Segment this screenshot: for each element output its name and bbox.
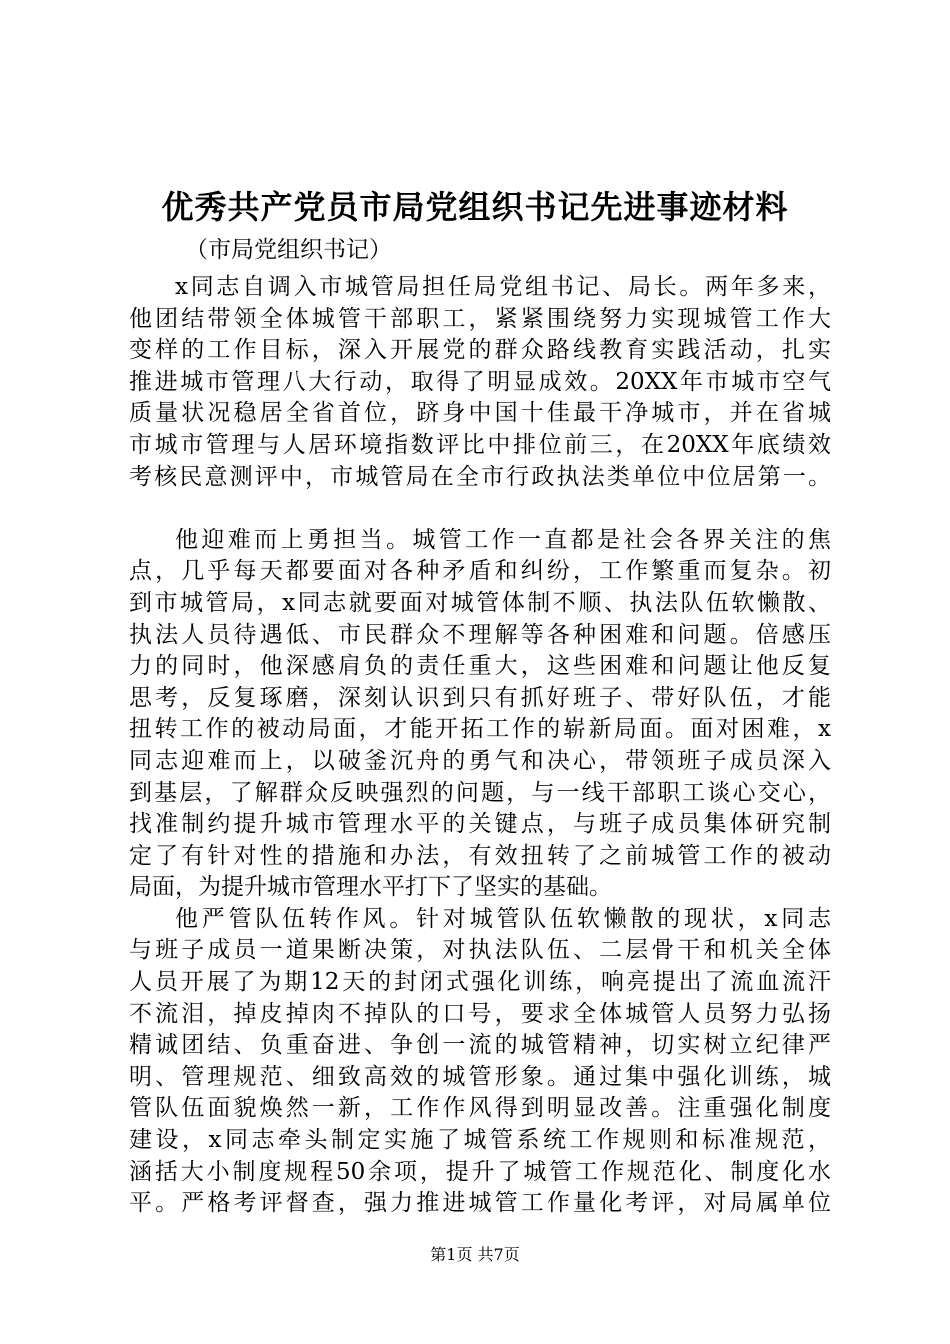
paragraph-line: 不流泪，掉皮掉肉不掉队的口号，要求全体城管人员努力弘扬 xyxy=(129,1000,831,1027)
paragraph-line: 点，几乎每天都要面对各种矛盾和纠纷，工作繁重而复杂。初 xyxy=(129,558,831,585)
paragraph-2 xyxy=(129,525,831,904)
paragraph-line: 力的同时，他深感肩负的责任重大，这些困难和问题让他反复 xyxy=(129,653,831,680)
paragraph-line: 他严管队伍转作风。针对城管队伍软懒散的现状，x同志 xyxy=(175,905,831,932)
paragraph-line: 涵括大小制度规程50余项，提升了城管工作规范化、制度化水 xyxy=(129,1158,831,1185)
document-subtitle: （市局党组织书记） xyxy=(185,237,392,263)
paragraph-line: 同志迎难而上，以破釜沉舟的勇气和决心，带领班子成员深入 xyxy=(129,747,831,774)
page-footer: 第1页 共7页 xyxy=(430,1245,520,1264)
paragraph-gap xyxy=(129,493,831,525)
paragraph-line: 精诚团结、负重奋进、争创一流的城管精神，切实树立纪律严 xyxy=(129,1032,831,1059)
paragraph-line: 执法人员待遇低、市民群众不理解等各种困难和问题。倍感压 xyxy=(129,621,831,648)
document-body xyxy=(129,272,831,1220)
paragraph-line: 变样的工作目标，深入开展党的群众路线教育实践活动，扎实 xyxy=(129,337,831,364)
paragraph-line: 人员开展了为期12天的封闭式强化训练，响亮提出了流血流汗 xyxy=(129,969,831,996)
paragraph-line: 推进城市管理八大行动，取得了明显成效。20XX年市城市空气 xyxy=(129,368,831,395)
paragraph-line: 到市城管局，x同志就要面对城管体制不顺、执法队伍软懒散、 xyxy=(129,589,831,616)
paragraph-line: 管队伍面貌焕然一新，工作作风得到明显改善。注重强化制度 xyxy=(129,1095,831,1122)
paragraph-1 xyxy=(129,272,831,493)
paragraph-line: 质量状况稳居全省首位，跻身中国十佳最干净城市，并在省城 xyxy=(129,400,831,427)
paragraph-line: 考核民意测评中，市城管局在全市行政执法类单位中位居第一。 xyxy=(129,463,831,490)
paragraph-line: 明、管理规范、细致高效的城管形象。通过集中强化训练，城 xyxy=(129,1063,831,1090)
paragraph-line: 平。严格考评督查，强力推进城管工作量化考评，对局属单位 xyxy=(129,1190,831,1217)
paragraph-line: 与班子成员一道果断决策，对执法队伍、二层骨干和机关全体 xyxy=(129,937,831,964)
paragraph-line: 到基层，了解群众反映强烈的问题，与一线干部职工谈心交心， xyxy=(129,779,831,806)
paragraph-line: x同志自调入市城管局担任局党组书记、局长。两年多来， xyxy=(175,274,831,300)
paragraph-line: 局面，为提升城市管理水平打下了坚实的基础。 xyxy=(129,874,612,901)
paragraph-3 xyxy=(129,904,831,1220)
paragraph-line: 他团结带领全体城管干部职工，紧紧围绕努力实现城管工作大 xyxy=(129,305,831,332)
paragraph-line: 思考，反复琢磨，深刻认识到只有抓好班子、带好队伍，才能 xyxy=(129,684,831,711)
paragraph-line: 扭转工作的被动局面，才能开拓工作的崭新局面。面对困难，x xyxy=(129,716,831,743)
paragraph-line: 找准制约提升城市管理水平的关键点，与班子成员集体研究制 xyxy=(129,811,831,838)
paragraph-line: 定了有针对性的措施和办法，有效扭转了之前城管工作的被动 xyxy=(129,842,831,869)
paragraph-line: 市城市管理与人居环境指数评比中排位前三，在20XX年底绩效 xyxy=(129,431,831,458)
document-title: 优秀共产党员市局党组织书记先进事迹材料 xyxy=(161,188,789,226)
paragraph-line: 他迎难而上勇担当。城管工作一直都是社会各界关注的焦 xyxy=(175,526,831,553)
paragraph-line: 建设，x同志牵头制定实施了城管系统工作规则和标准规范， xyxy=(129,1127,831,1154)
